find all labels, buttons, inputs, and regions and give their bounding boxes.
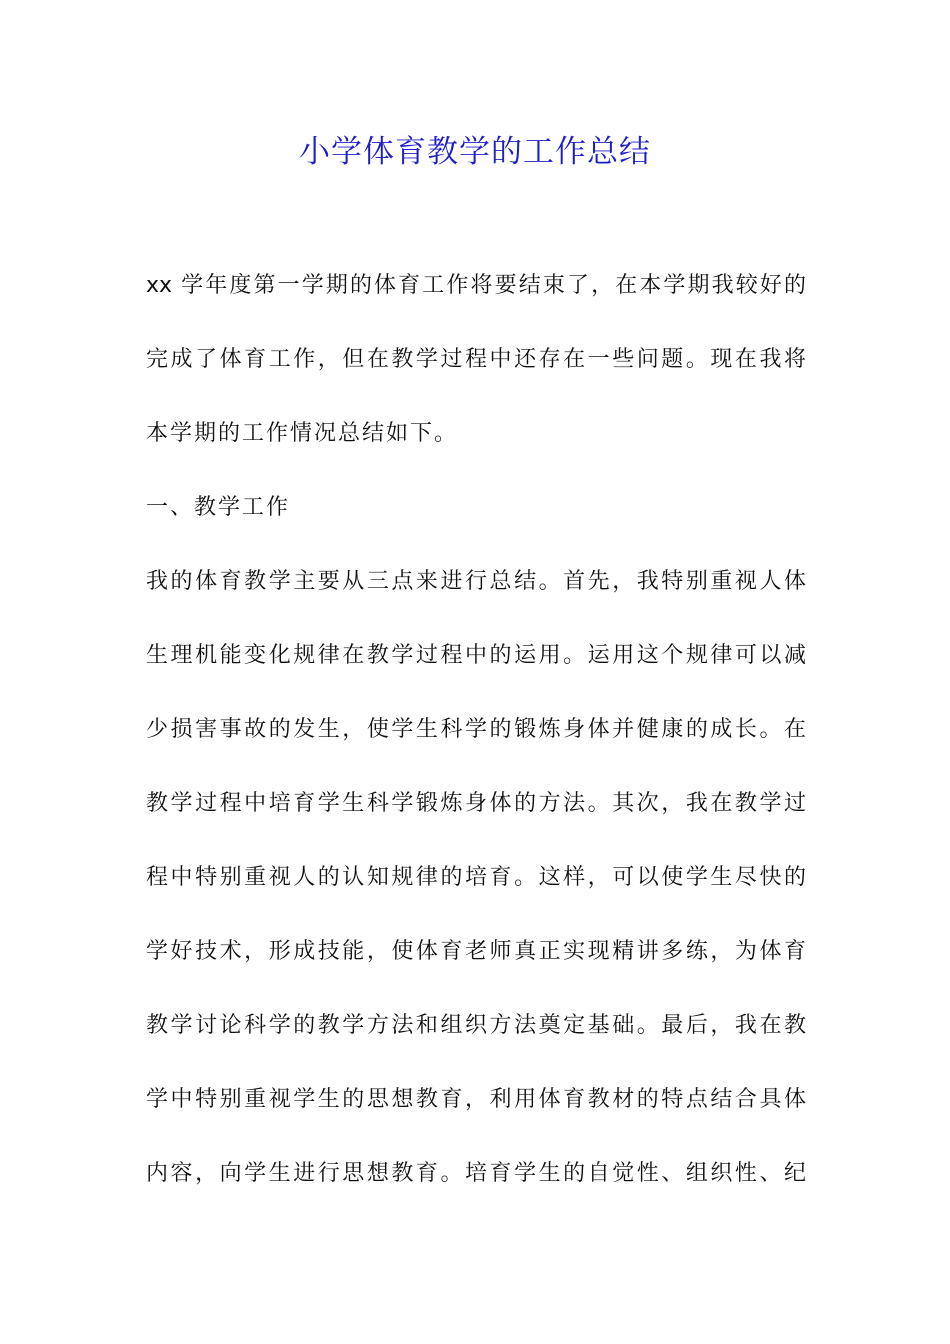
document-title: 小学体育教学的工作总结	[299, 134, 651, 170]
paragraph-line: 程中特别重视人的认知规律的培育。这样，可以使学生尽快的	[146, 865, 806, 890]
paragraph-line: 生理机能变化规律在教学过程中的运用。运用这个规律可以减	[146, 643, 806, 668]
paragraph-line: 学中特别重视学生的思想教育，利用体育教材的特点结合具体	[146, 1087, 806, 1112]
paragraph-line: 我的体育教学主要从三点来进行总结。首先，我特别重视人体	[146, 569, 806, 594]
paragraph-line: 本学期的工作情况总结如下。	[146, 421, 459, 446]
paragraph-line: 少损害事故的发生，使学生科学的锻炼身体并健康的成长。在	[146, 717, 806, 742]
paragraph-line: 教学讨论科学的教学方法和组织方法奠定基础。最后，我在教	[146, 1013, 806, 1038]
paragraph-line: 学好技术，形成技能，使体育老师真正实现精讲多练，为体育	[146, 939, 806, 964]
paragraph-line: 教学过程中培育学生科学锻炼身体的方法。其次，我在教学过	[146, 791, 806, 816]
paragraph-line: xx 学年度第一学期的体育工作将要结束了，在本学期我较好的	[146, 273, 806, 298]
section-heading: 一、教学工作	[146, 495, 291, 520]
paragraph-line: 内容，向学生进行思想教育。培育学生的自觉性、组织性、纪	[146, 1161, 806, 1186]
paragraph-line: 完成了体育工作，但在教学过程中还存在一些问题。现在我将	[146, 347, 806, 372]
